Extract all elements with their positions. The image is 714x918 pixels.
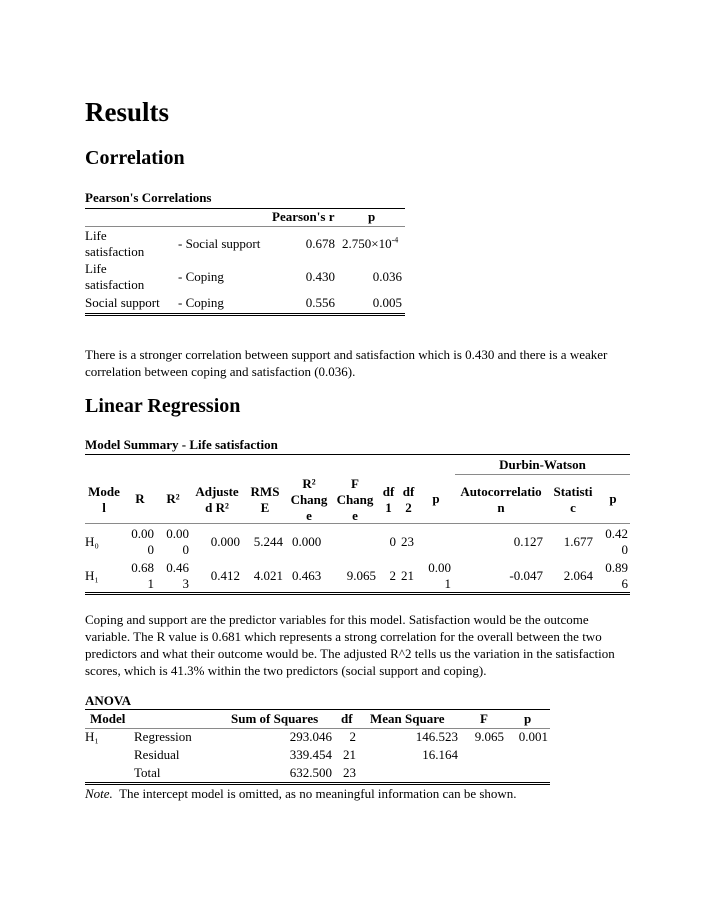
pearson-row1-p	[342, 236, 398, 252]
f-change-header-line1: F	[351, 476, 359, 491]
table-bottom-rule	[85, 592, 630, 595]
statistic-header-line2: c	[570, 500, 576, 515]
anova-row2-term: Residual	[134, 747, 180, 762]
model-h1-r2	[159, 560, 189, 592]
anova-df-header: df	[341, 711, 353, 726]
autocorrelation-header-line1: Autocorrelatio	[460, 484, 542, 499]
df1-header-line1: df	[382, 484, 395, 499]
model-h0-r2	[159, 526, 189, 558]
model-h0-autocorrelation: 0.127	[513, 534, 543, 549]
model-h1-dw-p	[598, 560, 628, 592]
statistic-header-line1: Statisti	[553, 484, 593, 499]
dw-p-header: p	[609, 491, 617, 506]
pearson-row2-var2: - Coping	[178, 269, 224, 284]
correlation-heading: Correlation	[85, 147, 185, 169]
model-h1-autocorrelation: -0.047	[509, 568, 543, 583]
pearson-row2-r: 0.430	[305, 269, 335, 284]
model-h1-r2-line1: 0.46	[166, 560, 189, 575]
anova-row1-term: Regression	[134, 729, 192, 744]
model-h1-p	[420, 560, 451, 592]
pearson-table-title: Pearson's Correlations	[85, 190, 212, 205]
model-header-line2: l	[102, 500, 106, 515]
pearson-row2-p: 0.036	[372, 269, 402, 284]
adjusted-r2-header-line1: Adjuste	[195, 484, 239, 499]
pearson-row1-r: 0.678	[305, 236, 335, 251]
pearson-row1-var1-line2: satisfaction	[85, 244, 145, 259]
model-h0-r2-line1: 0.00	[166, 526, 189, 541]
model-h1-df1: 2	[389, 568, 396, 583]
model-h0-df2: 23	[401, 534, 414, 549]
r2-change-header-line3: e	[306, 508, 312, 523]
model-h1-r2-change: 0.463	[292, 568, 322, 583]
autocorrelation-header-line2: n	[497, 500, 505, 515]
anova-p-header: p	[524, 711, 532, 726]
model-h1-p-line2: 1	[444, 576, 451, 591]
model-h0-dw-p-line2: 0	[621, 542, 628, 557]
pearson-p-header: p	[368, 209, 376, 224]
r2-change-header	[288, 476, 330, 524]
adjusted-r2-header	[190, 484, 244, 516]
f-change-header-line3: e	[352, 508, 358, 523]
model-h0-r-line2: 0	[147, 542, 154, 557]
model-header	[85, 484, 123, 516]
pearson-row3-r: 0.556	[305, 295, 335, 310]
table-row	[85, 228, 144, 260]
durbin-watson-header: Durbin-Watson	[499, 457, 586, 472]
model-h0-r	[124, 526, 154, 558]
pearson-row1-p-exponent: -4	[391, 235, 399, 245]
df2-header-line2: 2	[405, 500, 412, 515]
model-h1-f-change: 9.065	[346, 568, 376, 583]
anova-row3-df: 23	[343, 765, 356, 780]
anova-model-header: Model	[90, 711, 126, 726]
model-h0-dw-p	[598, 526, 628, 558]
df2-header-line1: df	[402, 484, 415, 499]
p-header: p	[432, 491, 440, 506]
anova-row1-ms: 146.523	[415, 729, 458, 744]
model-h1-r-line1: 0.68	[131, 560, 154, 575]
anova-f-header: F	[480, 711, 488, 726]
anova-note-text: The intercept model is omitted, as no meaningful information can be shown.	[119, 786, 517, 801]
adjusted-r2-header-line2: d R²	[205, 500, 229, 515]
anova-row2-ss: 339.454	[289, 747, 332, 762]
anova-row1-df: 2	[349, 729, 356, 744]
model-h0-df1: 0	[389, 534, 396, 549]
anova-ms-header: Mean Square	[370, 711, 445, 726]
model-h0-r2-line2: 0	[182, 542, 189, 557]
pearson-row1-var2: - Social support	[178, 236, 261, 251]
table-top-rule	[85, 454, 630, 455]
results-heading: Results	[85, 97, 170, 127]
model-h1-p-line1: 0.00	[428, 560, 451, 575]
model-h1-rmse: 4.021	[253, 568, 283, 583]
model-h1-dw-p-line1: 0.89	[605, 560, 628, 575]
anova-title: ANOVA	[85, 693, 131, 708]
model-h0-label: H₀	[85, 534, 99, 549]
model-h0-statistic: 1.677	[563, 534, 593, 549]
pearson-row3-var1: Social support	[85, 295, 160, 310]
df1-header-line2: 1	[385, 500, 392, 515]
statistic-header	[550, 484, 596, 516]
model-h1-df2: 21	[401, 568, 414, 583]
anova-row2-ms: 16.164	[422, 747, 458, 762]
pearson-row3-var2: - Coping	[178, 295, 224, 310]
model-h0-r-line1: 0.00	[131, 526, 154, 541]
anova-row1-ss: 293.046	[289, 729, 332, 744]
anova-row3-term: Total	[134, 765, 161, 780]
df1-header	[380, 484, 397, 516]
table-row	[85, 261, 144, 293]
table-top-rule	[85, 709, 550, 710]
anova-row1-model: H₁	[85, 729, 99, 744]
table-bottom-rule	[85, 782, 550, 785]
model-h1-statistic: 2.064	[563, 568, 593, 583]
rmse-header-line1: RMS	[250, 484, 280, 499]
anova-ss-header: Sum of Squares	[231, 711, 319, 726]
linear-regression-heading: Linear Regression	[85, 395, 241, 417]
model-h0-r2-change: 0.000	[292, 534, 322, 549]
anova-note-label: Note.	[85, 786, 113, 801]
r2-change-header-line2: Chang	[290, 492, 328, 507]
anova-row1-p: 0.001	[518, 729, 548, 744]
anova-row1-f: 9.065	[474, 729, 504, 744]
r2-change-header-line1: R²	[302, 476, 316, 491]
pearson-r-header: Pearson's r	[272, 209, 335, 224]
pearson-row2-var1-line2: satisfaction	[85, 277, 145, 292]
r2-header: R²	[166, 491, 180, 506]
f-change-header-line2: Chang	[336, 492, 374, 507]
model-summary-title: Model Summary - Life satisfaction	[85, 437, 278, 452]
rmse-header	[248, 484, 282, 516]
anova-row2-df: 21	[343, 747, 356, 762]
model-h1-r2-line2: 3	[182, 576, 189, 591]
durbin-watson-rule	[455, 474, 630, 475]
model-h1-r-line2: 1	[147, 576, 154, 591]
model-h1-adjusted-r2: 0.412	[210, 568, 240, 583]
autocorrelation-header	[455, 484, 547, 516]
table-header-rule	[85, 226, 405, 227]
pearson-row1-var1-line1: Life	[85, 228, 107, 243]
table-header-rule	[85, 523, 630, 524]
pearson-row1-p-base: 2.750×10	[342, 236, 392, 251]
f-change-header	[334, 476, 376, 524]
model-h0-adjusted-r2: 0.000	[210, 534, 240, 549]
model-header-line1: Mode	[88, 484, 120, 499]
correlation-paragraph: There is a stronger correlation between support and satisfaction which is 0.430 and there is a weaker correlation between coping and satisfaction (0.036).	[85, 347, 608, 379]
model-h1-label: H₁	[85, 568, 99, 583]
model-h0-rmse: 5.244	[253, 534, 283, 549]
df2-header	[400, 484, 417, 516]
model-h0-dw-p-line1: 0.42	[605, 526, 628, 541]
anova-row3-ss: 632.500	[289, 765, 332, 780]
rmse-header-line2: E	[260, 500, 270, 515]
regression-paragraph: Coping and support are the predictor variables for this model. Satisfaction would be the outcome variable. The R value is 0.681 which represents a strong correlation for the overall between the two predictors and what their outcome would be. The adjusted R^2 tells us the variation in the satisfaction scores, which is 41.3% within the two predictors (social support and coping).	[85, 612, 615, 678]
pearson-row2-var1-line1: Life	[85, 261, 107, 276]
r-header: R	[135, 491, 145, 506]
model-h1-dw-p-line2: 6	[621, 576, 628, 591]
model-h1-r	[124, 560, 154, 592]
table-top-rule	[85, 208, 405, 209]
table-bottom-rule	[85, 313, 405, 316]
anova-note	[85, 786, 517, 802]
pearson-row3-p: 0.005	[372, 295, 402, 310]
